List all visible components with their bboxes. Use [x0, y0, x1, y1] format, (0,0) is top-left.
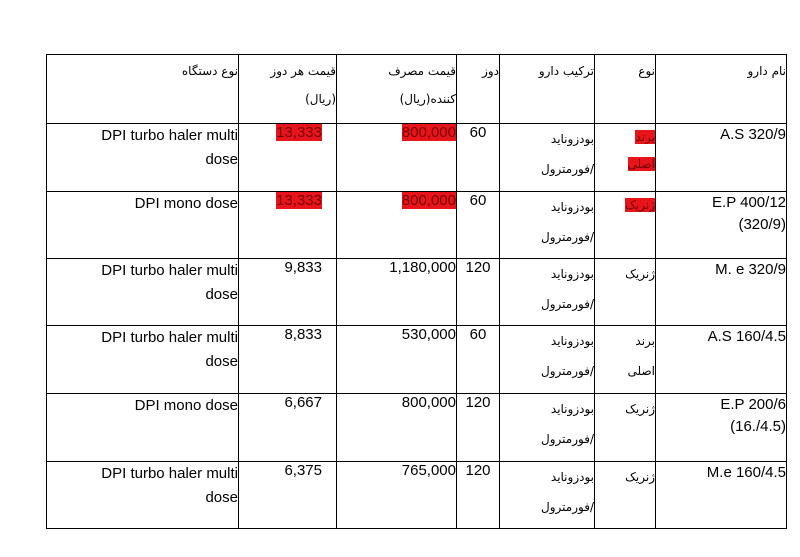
- cell-price-per-dose: 13,333: [239, 192, 337, 259]
- cell-drug-name: A.S 160/4.5: [656, 326, 787, 394]
- header-dose: دوز: [457, 55, 500, 124]
- cell-drug-name: E.P 200/6 (16./4.5): [656, 394, 787, 462]
- cell-type: برند اصلی: [595, 326, 656, 394]
- cell-type: ژنریک: [595, 394, 656, 462]
- cell-dose: 60: [457, 124, 500, 192]
- cell-dose: 60: [457, 192, 500, 259]
- cell-consumer-price: 800,000: [337, 192, 457, 259]
- cell-dose: 120: [457, 394, 500, 462]
- cell-composition: بودزوناید /فورمترول: [500, 326, 595, 394]
- header-consumer-price: قیمت مصرف کننده(ریال): [337, 55, 457, 124]
- cell-dose: 60: [457, 326, 500, 394]
- cell-drug-name: E.P 400/12 (320/9): [656, 192, 787, 259]
- header-device: نوع دستگاه: [47, 55, 239, 124]
- cell-type: برند اصلی: [595, 124, 656, 192]
- cell-composition: بودزوناید /فورمترول: [500, 394, 595, 462]
- cell-consumer-price: 800,000: [337, 394, 457, 462]
- cell-device: DPI turbo haler multi dose: [47, 462, 239, 529]
- cell-composition: بودزوناید /فورمترول: [500, 192, 595, 259]
- cell-drug-name: M.e 160/4.5: [656, 462, 787, 529]
- cell-price-per-dose: 6,667: [239, 394, 337, 462]
- cell-price-per-dose: 6,375: [239, 462, 337, 529]
- cell-drug-name: M. e 320/9: [656, 259, 787, 326]
- table-row: [47, 192, 787, 259]
- cell-composition: بودزوناید /فورمترول: [500, 124, 595, 192]
- header-type: نوع: [595, 55, 656, 124]
- cell-type: ژنریک: [595, 192, 656, 259]
- cell-device: DPI mono dose: [47, 192, 239, 259]
- cell-composition: بودزوناید /فورمترول: [500, 259, 595, 326]
- cell-device: DPI mono dose: [47, 394, 239, 462]
- cell-dose: 120: [457, 462, 500, 529]
- cell-price-per-dose: 8,833: [239, 326, 337, 394]
- header-composition: ترکیب دارو: [500, 55, 595, 124]
- cell-type: ژنریک: [595, 259, 656, 326]
- cell-drug-name: A.S 320/9: [656, 124, 787, 192]
- cell-price-per-dose: 9,833: [239, 259, 337, 326]
- cell-price-per-dose: 13,333: [239, 124, 337, 192]
- cell-consumer-price: 765,000: [337, 462, 457, 529]
- cell-consumer-price: 1,180,000: [337, 259, 457, 326]
- table-header-row: [47, 55, 787, 124]
- cell-consumer-price: 800,000: [337, 124, 457, 192]
- header-price-per-dose: قیمت هر دوز (ریال): [239, 55, 337, 124]
- drug-price-table: [46, 54, 787, 529]
- cell-device: DPI turbo haler multi dose: [47, 259, 239, 326]
- table-row: [47, 259, 787, 326]
- cell-composition: بودزوناید /فورمترول: [500, 462, 595, 529]
- table-row: [47, 124, 787, 192]
- table-row: [47, 462, 787, 529]
- cell-consumer-price: 530,000: [337, 326, 457, 394]
- cell-type: ژنریک: [595, 462, 656, 529]
- cell-device: DPI turbo haler multi dose: [47, 326, 239, 394]
- cell-dose: 120: [457, 259, 500, 326]
- table-row: [47, 394, 787, 462]
- cell-device: DPI turbo haler multi dose: [47, 124, 239, 192]
- header-drug-name: نام دارو: [656, 55, 787, 124]
- table-row: [47, 326, 787, 394]
